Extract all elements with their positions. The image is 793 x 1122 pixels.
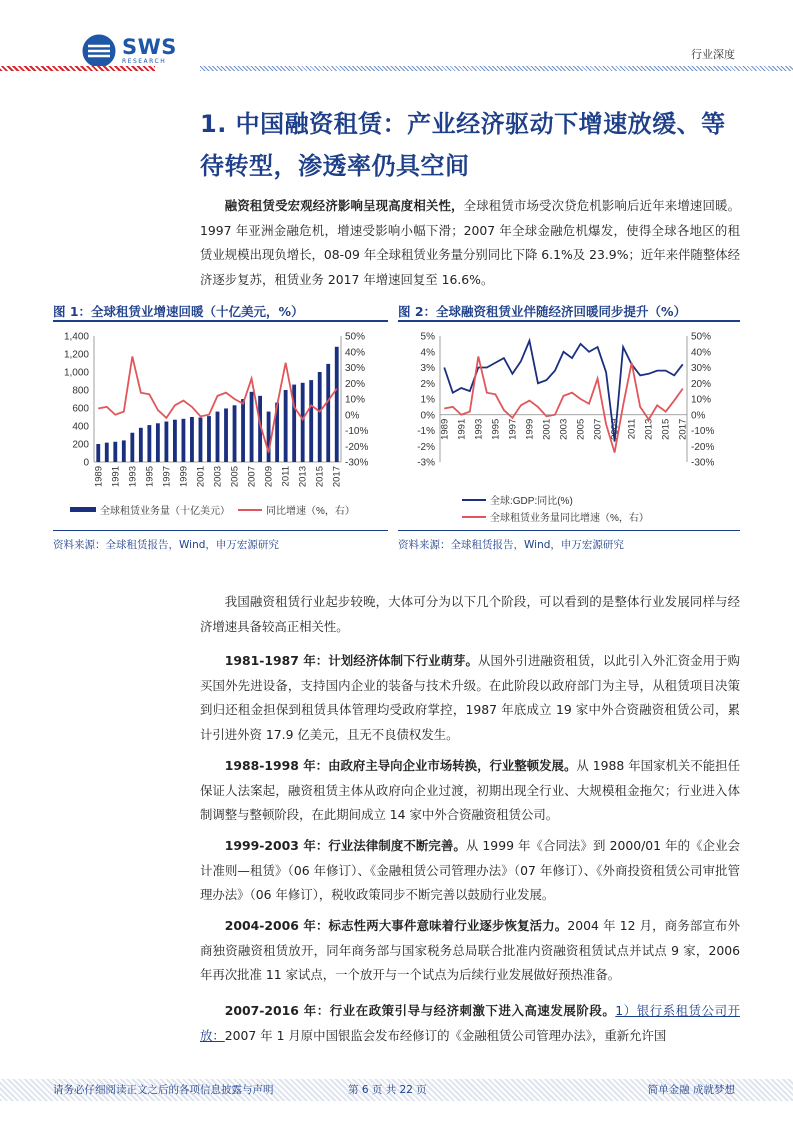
x-tick-label: 1999 [178, 466, 190, 488]
figure-1-source: 资料来源：全球租赁报告，Wind，申万宏源研究 [53, 539, 279, 551]
x-tick-label: 2003 [558, 418, 570, 440]
logo-text: SWS [122, 35, 177, 59]
bar [318, 372, 322, 462]
x-tick-label: 2015 [314, 466, 326, 488]
bar [267, 412, 271, 462]
x-tick-label: 1995 [144, 466, 156, 488]
x-tick-label: 2013 [643, 418, 655, 440]
y-right-tick-label: -20% [345, 441, 369, 453]
body-paragraph-6 [200, 999, 740, 1048]
x-tick-label: 2017 [677, 418, 689, 440]
logo-subtext: RESEARCH [122, 58, 167, 65]
bar [113, 442, 117, 462]
y-right-tick-label: 0% [345, 410, 360, 422]
x-tick-label: 1989 [439, 418, 451, 440]
y-left-tick-label: 2% [420, 378, 435, 390]
stage-5-text: 2007 年 1 月原中国银监会发布经修订的《金融租赁公司管理办法》，重新允许国 [224, 1027, 667, 1043]
y-right-tick-label: 0% [691, 410, 706, 422]
y-right-tick-label: -10% [345, 426, 369, 437]
x-tick-label: 1991 [110, 466, 122, 488]
legend-label-line: 同比增速（%，右） [266, 506, 355, 517]
footer-page-number: 第 6 页 共 22 页 [348, 1084, 427, 1096]
body-paragraph-2 [200, 649, 740, 747]
bar [309, 380, 313, 462]
stage-5-subheading: 1）银行系租赁公司开放： [200, 1003, 740, 1043]
x-tick-label: 2001 [195, 466, 207, 488]
bar [326, 364, 330, 462]
footer-slogan: 简单金融 成就梦想 [647, 1084, 735, 1096]
stage-3-text: 从 1999 年《合同法》到 2000/01 年的《企业会计准则—租赁》（06 年修订）、《金融租赁公司管理办法》（07 年修订）、《外商投资租赁公司审批管理办法》（06 年修订），税收政策同步不断完善以鼓励行业发展。 [200, 838, 740, 902]
y-right-tick-label: 10% [345, 394, 366, 406]
bar [147, 425, 151, 462]
figure-2-source: 资料来源：全球租赁报告，Wind，申万宏源研究 [398, 539, 624, 551]
bar [173, 420, 177, 462]
y-right-tick-label: 40% [345, 347, 366, 359]
y-right-tick-label: -30% [691, 457, 715, 469]
y-right-tick-label: 20% [691, 378, 712, 390]
stage-4-text: 2004 年 12 月，商务部宣布外商独资融资租赁放开，同年商务部与国家税务总局联合批准内资融资租赁试点并试点 9 家，2006 年再次批准 11 家试点，一个放开与一个试点为后续行业发展做好预热准备。 [200, 918, 740, 982]
y-left-tick-label: 1,200 [63, 349, 89, 361]
figure-2-title: 图 2：全球融资租赁业伴随经济回暖同步提升（%） [398, 304, 687, 319]
y-left-tick-label: 400 [72, 421, 89, 433]
y-right-tick-label: -10% [691, 426, 715, 437]
y-left-tick-label: 200 [72, 439, 89, 451]
bar [96, 444, 100, 462]
bar [250, 392, 254, 462]
x-tick-label: 2011 [280, 466, 292, 487]
legend-swatch-bar [70, 507, 96, 512]
x-tick-label: 1993 [473, 418, 485, 440]
sws-logo-icon [82, 34, 116, 68]
figure-1-chart [50, 326, 395, 524]
bar [156, 423, 160, 462]
bar [224, 408, 228, 462]
y-right-tick-label: 30% [691, 363, 712, 374]
x-tick-label: 2005 [229, 466, 241, 488]
y-left-tick-label: 1,400 [63, 331, 89, 343]
x-tick-label: 2011 [626, 418, 638, 440]
bar [199, 417, 203, 462]
bar [139, 428, 143, 462]
y-left-tick-label: -2% [417, 441, 435, 453]
y-left-tick-label: 600 [72, 403, 89, 415]
x-tick-label: 2007 [592, 418, 604, 440]
y-right-tick-label: 10% [691, 394, 712, 406]
legend-label-leasing: 全球租赁业务量同比增速（%，右） [490, 513, 649, 524]
stage-2-heading: 1988-1998 年：由政府主导向企业市场转换，行业整顿发展。 [224, 758, 577, 773]
y-left-tick-label: 1,000 [63, 367, 89, 379]
body-paragraph-5 [200, 914, 740, 988]
x-tick-label: 2001 [541, 418, 553, 440]
bar [122, 440, 126, 462]
legend-label-gdp: 全球:GDP:同比(%) [490, 496, 573, 507]
bar [335, 347, 339, 462]
intro-paragraph [200, 194, 740, 292]
stage-2-text: 从 1988 年国家机关不能担任保证人法案起，融资租赁主体从政府向企业过渡，初期出现全行业、大规模租金拖欠；行业进入体制调整与整顿阶段，在此期间成立 14 家中外合资融资租赁公司。 [200, 758, 740, 822]
bar [241, 399, 245, 462]
y-right-tick-label: 40% [691, 347, 712, 359]
figure-1-title: 图 1：全球租赁业增速回暖（十亿美元，%） [53, 304, 304, 319]
y-right-tick-label: -30% [345, 457, 369, 469]
y-right-tick-label: -20% [691, 441, 715, 453]
x-tick-label: 1997 [161, 466, 173, 488]
x-tick-label: 1991 [456, 418, 468, 440]
intro-text: 全球租赁市场受次贷危机影响后近年来增速回暖。1997 年亚洲金融危机，增速受影响小幅下滑；2007 年全球金融危机爆发，使得全球各地区的租赁业规模出现负增长，08-09 年全球租赁业务量分别同比下降 6.1%及 23.9%；近年来伴随整体经济逐步复苏，租赁业务 2017 年增速回复至 16.6%。 [200, 198, 741, 287]
x-tick-label: 2009 [609, 418, 621, 440]
figure-2-source-rule [398, 530, 740, 531]
bar [233, 405, 237, 462]
legend-label-bar: 全球租赁业务量（十亿美元） [100, 506, 230, 517]
figure-2-chart [396, 326, 741, 524]
footer-disclaimer: 请务必仔细阅读正文之后的各项信息披露与声明 [53, 1084, 274, 1096]
x-tick-label: 1993 [127, 466, 139, 488]
y-left-tick-label: 5% [420, 331, 435, 343]
y-right-tick-label: 50% [691, 331, 712, 343]
figure-1-source-rule [53, 530, 388, 531]
x-tick-label: 2007 [246, 466, 258, 488]
bar [216, 412, 220, 462]
figure-2-rule [398, 320, 740, 322]
stage-5-heading: 2007-2016 年：行业在政策引导与经济刺激下进入高速发展阶段。 [224, 1003, 616, 1018]
bar [164, 422, 168, 463]
x-tick-label: 2005 [575, 418, 587, 440]
y-left-tick-label: -3% [417, 457, 435, 469]
x-tick-label: 2013 [297, 466, 309, 488]
bar [190, 417, 194, 462]
header-divider-blue [200, 66, 793, 71]
stage-1-text: 从国外引进融资租赁，以此引入外汇资金用于购买国外先进设备，支持国内企业的装备与技术升级。在此阶段以政府部门为主导，从租赁项目决策到归还租金担保到租赁具体管理均受政府掌控，1987 年底成立 19 家中外合资融资租赁公司，累计引进外资 17.9 亿美元，且无不良债权发生。 [200, 653, 741, 742]
x-tick-label: 2017 [331, 466, 343, 488]
x-tick-label: 2009 [263, 466, 275, 488]
bar [284, 390, 288, 462]
bar [130, 433, 134, 462]
y-right-tick-label: 20% [345, 378, 366, 390]
y-left-tick-label: -1% [417, 426, 435, 437]
y-left-tick-label: 800 [72, 385, 89, 397]
report-type: 行业深度 [691, 48, 735, 61]
stage-4-heading: 2004-2006 年：标志性两大事件意味着行业逐步恢复活力。 [224, 918, 568, 933]
body-paragraph-4 [200, 834, 740, 908]
bar [301, 383, 305, 462]
x-tick-label: 1989 [93, 466, 105, 488]
bar [182, 419, 186, 462]
x-tick-label: 1997 [507, 418, 519, 440]
intro-bold: 融资租赁受宏观经济影响呈现高度相关性， [224, 198, 464, 213]
y-left-tick-label: 0% [420, 410, 435, 422]
bar [207, 416, 211, 462]
stage-3-heading: 1999-2003 年：行业法律制度不断完善。 [224, 838, 466, 853]
x-tick-label: 1995 [490, 418, 502, 440]
x-tick-label: 1999 [524, 418, 536, 440]
y-right-tick-label: 30% [345, 363, 366, 374]
y-left-tick-label: 3% [420, 363, 435, 374]
x-tick-label: 2015 [660, 418, 672, 440]
y-right-tick-label: 50% [345, 331, 366, 343]
y-left-tick-label: 0 [83, 457, 89, 469]
stage-1-heading: 1981-1987 年：计划经济体制下行业萌芽。 [224, 653, 479, 668]
y-left-tick-label: 4% [420, 347, 435, 359]
logo [82, 34, 177, 68]
body-paragraph-1: 我国融资租赁行业起步较晚，大体可分为以下几个阶段，可以看到的是整体行业发展同样与经济增速具备较高正相关性。 [200, 594, 740, 634]
body-paragraph-3 [200, 754, 740, 828]
bar [105, 443, 109, 462]
figure-1-rule [53, 320, 388, 322]
x-tick-label: 2003 [212, 466, 224, 488]
header-divider-red [0, 66, 155, 71]
y-left-tick-label: 1% [420, 394, 435, 406]
section-title: 1. 中国融资租赁：产业经济驱动下增速放缓、等待转型，渗透率仍具空间 [200, 110, 726, 180]
